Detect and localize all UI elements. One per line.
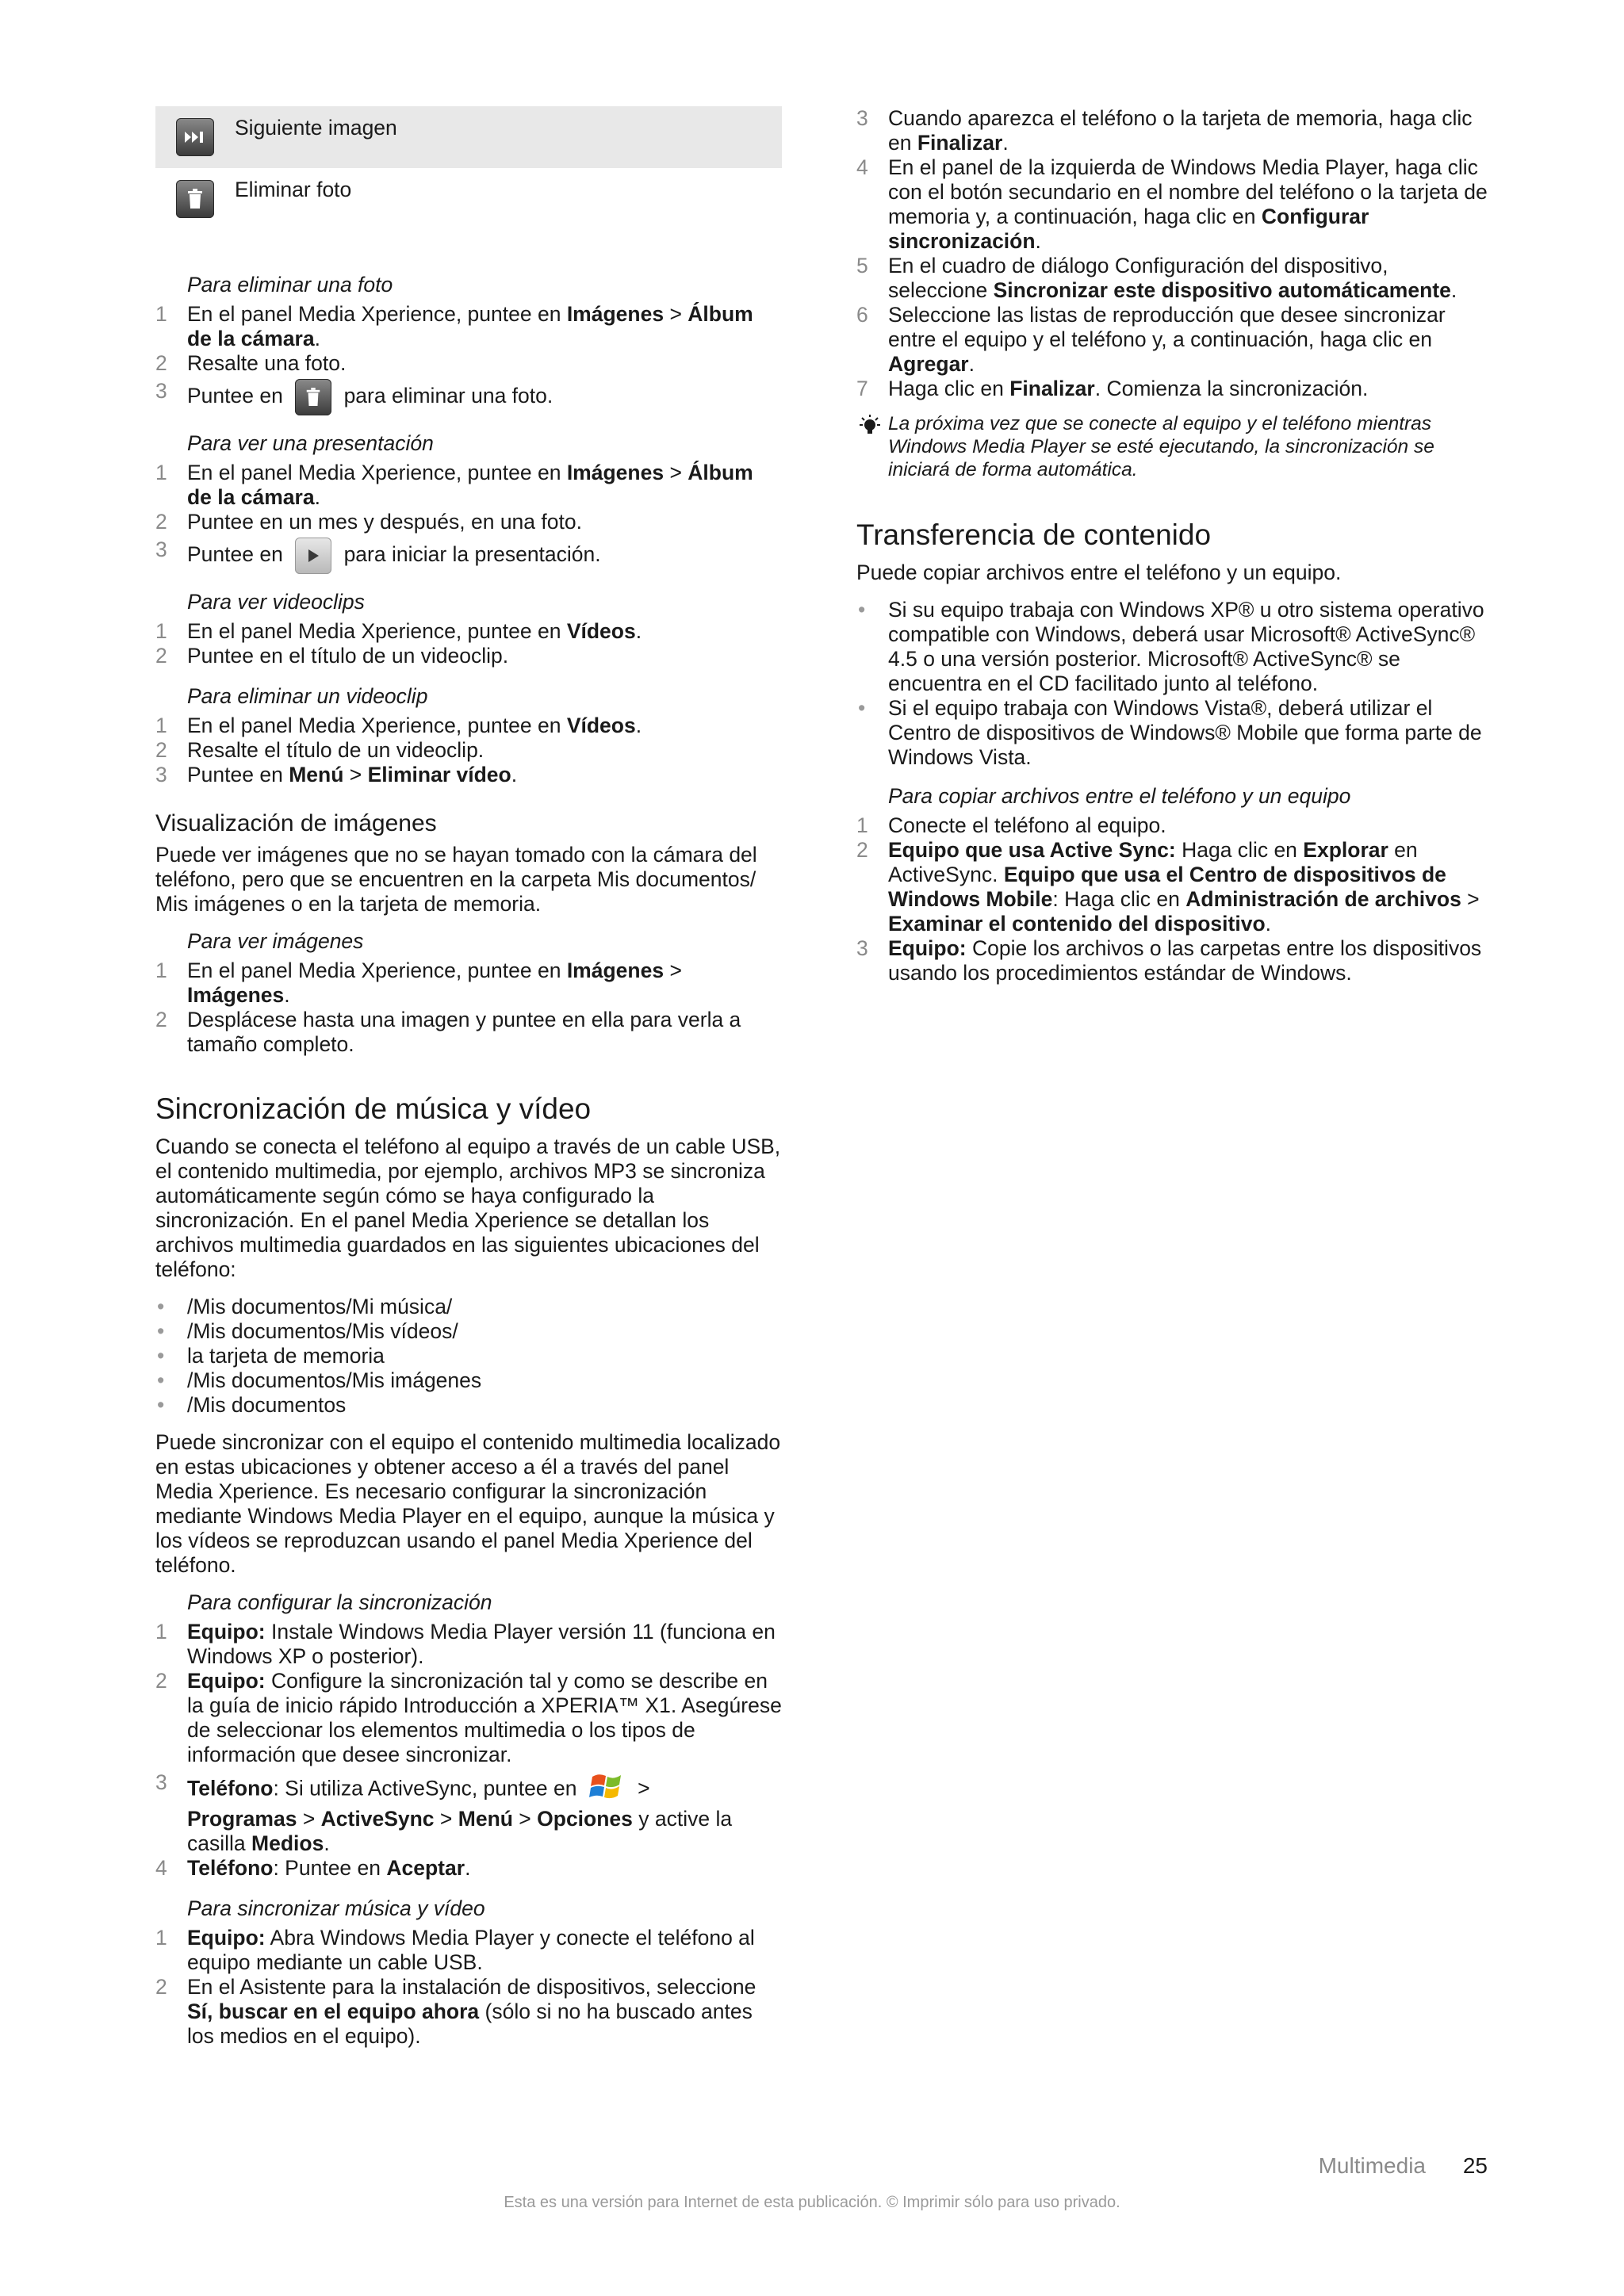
step: 1 En el panel Media Xperience, puntee en Vídeos. — [155, 619, 642, 643]
windows-start-icon — [589, 1770, 626, 1809]
step: 1 Equipo: Abra Windows Media Player y conecte el teléfono al equipo mediante un cable USB. — [155, 1926, 755, 1974]
step: 3 Puntee en Menú > Eliminar vídeo. — [155, 763, 518, 786]
section-heading: Visualización de imágenes — [155, 810, 437, 836]
step: 2 Resalte una foto. — [155, 351, 347, 375]
footer-note: Esta es una versión para Internet de esta publicación. © Imprimir sólo para uso privado. — [504, 2194, 1120, 2211]
step: 1 Conecte el teléfono al equipo. — [856, 813, 1166, 837]
icon-label: Siguiente imagen — [235, 116, 397, 140]
list-item: • /Mis documentos/Mi música/ — [155, 1295, 782, 1319]
step: 7 Haga clic en Finalizar. Comienza la sincronización. — [856, 377, 1369, 400]
step: 4 Teléfono: Puntee en Aceptar. — [155, 1856, 471, 1880]
step: 1 En el panel Media Xperience, puntee en Vídeos. — [155, 714, 642, 737]
lightbulb-icon — [856, 412, 888, 481]
step: 2 Puntee en el título de un videoclip. — [155, 644, 509, 668]
procedure-title: Para eliminar una foto — [187, 273, 393, 297]
step: 2 Equipo: Configure la sincronización tal y como se describe en la guía de inicio rápido Introducción a XPERIA™ X1. Asegúrese de seleccionar los elementos multimedia o los tipos de información que desee sincronizar. — [155, 1669, 782, 1766]
list-item: • /Mis documentos — [155, 1393, 782, 1418]
tip-note — [856, 412, 1491, 481]
step: 3 Equipo: Copie los archivos o las carpetas entre los dispositivos usando los procedimientos estándar de Windows. — [856, 936, 1482, 985]
icon-row-delete-photo — [155, 168, 782, 230]
step: 2 Puntee en un mes y después, en una foto. — [155, 510, 582, 534]
left-column — [155, 106, 782, 2049]
trash-icon — [295, 379, 331, 415]
step: 3 Cuando aparezca el teléfono o la tarjeta de memoria, haga clic en Finalizar. — [856, 106, 1473, 155]
steps-list — [856, 813, 1491, 985]
procedure-title: Para configurar la sincronización — [187, 1590, 492, 1614]
paragraph: Puede copiar archivos entre el teléfono y un equipo. — [856, 561, 1342, 584]
procedure-title: Para eliminar un videoclip — [187, 684, 428, 708]
list-item: • /Mis documentos/Mis imágenes — [155, 1368, 782, 1393]
procedure-title: Para ver imágenes — [187, 929, 364, 953]
list-item: • Si su equipo trabaja con Windows XP® u otro sistema operativo compatible con Windows, deberá usar Microsoft® ActiveSync® 4.5 o una versión posterior. Microsoft® ActiveSync® se encuentra en el CD facilitado junto al teléfono. — [856, 598, 1491, 696]
next-image-icon — [176, 118, 214, 156]
step: 2 Desplácese hasta una imagen y puntee en ella para verla a tamaño completo. — [155, 1008, 741, 1056]
step: 4 En el panel de la izquierda de Windows Media Player, haga clic con el botón secundario en el nombre del teléfono o la tarjeta de memoria y, a continuación, haga clic en Configurar sincronización. — [856, 155, 1488, 253]
paragraph: Cuando se conecta el teléfono al equipo a través de un cable USB, el contenido multimedia, por ejemplo, archivos MP3 se sincroniza automáticamente según cómo se haya configurado la sincronización. En el panel Media Xperience se detallan los archivos multimedia guardados en las siguientes ubicaciones del teléfono: — [155, 1135, 781, 1281]
step: 2 Equipo que usa Active Sync: Haga clic en Explorar en ActiveSync. Equipo que usa el Centro de dispositivos de Windows Mobile: Haga clic en Administración de archivos > Examinar el contenido del dispositivo. — [856, 838, 1480, 936]
paragraph: Puede ver imágenes que no se hayan tomado con la cámara del teléfono, pero que se encuentren en la carpeta Mis documentos/ Mis imágenes o en la tarjeta de memoria. — [155, 843, 757, 916]
list-item: • Si el equipo trabaja con Windows Vista®, deberá utilizar el Centro de dispositivos de Windows® Mobile que forma parte de Windows Vista. — [856, 696, 1491, 770]
step: 2 En el Asistente para la instalación de dispositivos, seleccione Sí, buscar en el equipo ahora (sólo si no ha buscado antes los medios en el equipo). — [155, 1975, 756, 2048]
right-column — [856, 106, 1491, 985]
footer-section-name: Multimedia — [1318, 2153, 1426, 2178]
bullet-list — [856, 598, 1491, 770]
step: 1 En el panel Media Xperience, puntee en Imágenes > Imágenes. — [155, 959, 682, 1007]
icon-label: Eliminar foto — [235, 178, 352, 201]
play-icon — [295, 538, 331, 574]
procedure-title: Para copiar archivos entre el teléfono y un equipo — [888, 784, 1351, 808]
paragraph: Puede sincronizar con el equipo el contenido multimedia localizado en estas ubicaciones y obtener acceso a él a través del panel Media Xperience. Es necesario configurar la sincronización mediante Windows Media Player en el equipo, aunque la música y los vídeos se reproduzcan usando el panel Media Xperience del teléfono. — [155, 1430, 781, 1577]
steps-list — [155, 1926, 782, 2049]
procedure-title: Para ver videoclips — [187, 590, 365, 614]
step: 5 En el cuadro de diálogo Configuración del dispositivo, seleccione Sincronizar este dispositivo automáticamente. — [856, 254, 1457, 302]
procedure-title: Para ver una presentación — [187, 431, 434, 455]
locations-list — [155, 1295, 782, 1418]
steps-list — [155, 302, 782, 415]
section-heading: Transferencia de contenido — [856, 519, 1212, 551]
step: 1 En el panel Media Xperience, puntee en Imágenes > Álbum de la cámara. — [155, 461, 753, 509]
steps-list — [155, 1620, 782, 1881]
step: 6 Seleccione las listas de reproducción que desee sincronizar entre el equipo y el teléfono y, a continuación, haga clic en Agregar. — [856, 303, 1446, 376]
step: 2 Resalte el título de un videoclip. — [155, 738, 485, 762]
step: 1 En el panel Media Xperience, puntee en Imágenes > Álbum de la cámara. — [155, 302, 753, 350]
steps-list — [155, 461, 782, 574]
steps-list — [856, 106, 1491, 401]
step: 3 Teléfono: Si utiliza ActiveSync, puntee en > Programas > ActiveSync > Menú > Opciones y active la casilla Medios. — [155, 1770, 733, 1855]
page-number: 25 — [1462, 2153, 1488, 2178]
step: 1 Equipo: Instale Windows Media Player versión 11 (funciona en Windows XP o posterior). — [155, 1620, 776, 1668]
step: 3 Puntee en para iniciar la presentación. — [155, 538, 782, 574]
icon-table — [155, 106, 782, 230]
list-item: • /Mis documentos/Mis vídeos/ — [155, 1319, 782, 1344]
steps-list — [155, 714, 782, 787]
section-heading: Sincronización de música y vídeo — [155, 1093, 592, 1125]
list-item: • la tarjeta de memoria — [155, 1344, 782, 1368]
icon-row-next-image — [155, 106, 782, 168]
procedure-title: Para sincronizar música y vídeo — [187, 1896, 485, 1920]
tip-text: La próxima vez que se conecte al equipo y el teléfono mientras Windows Media Player se esté ejecutando, la sincronización se iniciará de forma automática. — [888, 413, 1434, 480]
steps-list — [155, 959, 782, 1057]
step: 3 Puntee en para eliminar una foto. — [155, 379, 782, 415]
steps-list — [155, 619, 782, 668]
trash-icon — [176, 180, 214, 218]
